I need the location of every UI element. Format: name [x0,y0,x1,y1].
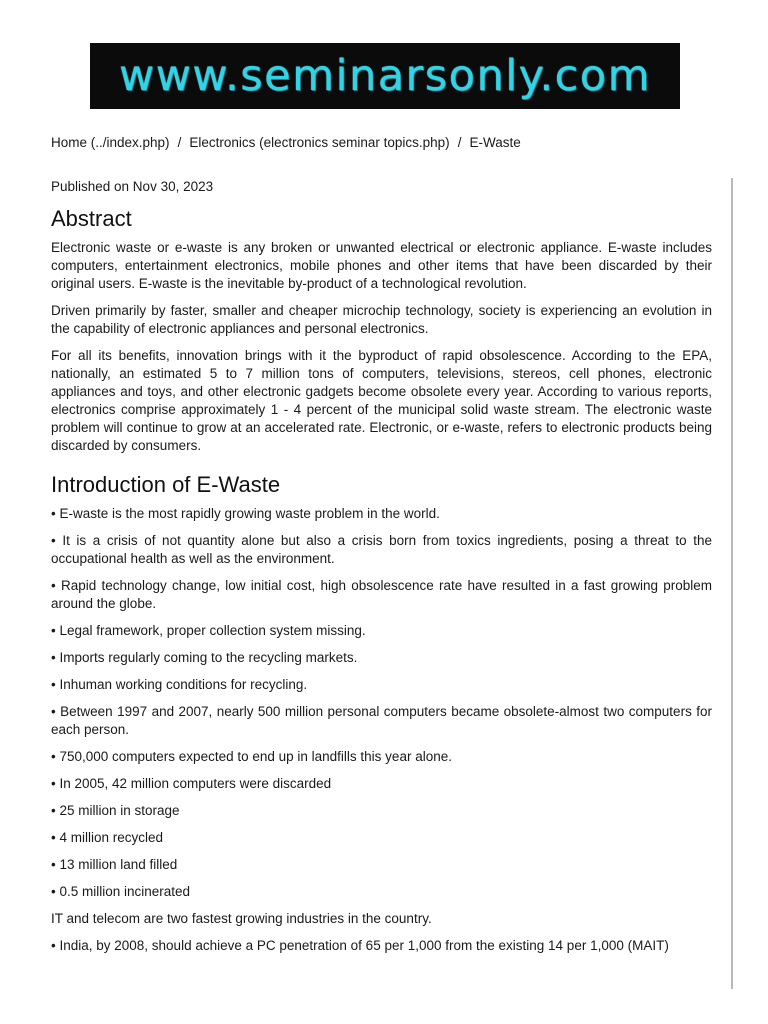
article-content [51,178,712,964]
breadcrumb-electronics-link[interactable]: Electronics (electronics seminar topics.php) [189,135,450,150]
breadcrumb-current: E-Waste [469,135,521,150]
breadcrumb-separator: / [457,135,462,150]
intro-bullet: • It is a crisis of not quantity alone but also a crisis born from toxics ingredients, posing a threat to the occupational health as well as the environment. [51,533,712,566]
intro-bullet: • India, by 2008, should achieve a PC penetration of 65 per 1,000 from the existing 14 per 1,000 (MAIT) [51,938,669,953]
intro-bullet: • In 2005, 42 million computers were discarded [51,776,332,791]
intro-bullet: • Legal framework, proper collection system missing. [51,623,366,638]
intro-bullet: • Imports regularly coming to the recycling markets. [51,650,358,665]
intro-bullet: • E-waste is the most rapidly growing waste problem in the world. [51,506,440,521]
breadcrumb-home-link[interactable]: Home (../index.php) [51,135,170,150]
intro-paragraph: IT and telecom are two fastest growing industries in the country. [51,911,432,926]
breadcrumb-separator: / [177,135,182,150]
intro-bullet: • Rapid technology change, low initial cost, high obsolescence rate have resulted in a fast growing problem around the globe. [51,578,712,611]
intro-bullet: • 750,000 computers expected to end up in landfills this year alone. [51,749,452,764]
published-date: Published on Nov 30, 2023 [51,179,214,194]
intro-bullet: • 25 million in storage [51,803,180,818]
abstract-paragraph: Electronic waste or e-waste is any broken or unwanted electrical or electronic appliance. E-waste includes computers, entertainment electronics, mobile phones and other items that have been discarded by their original users. E-waste is the inevitable by-product of a technological revolution. [51,240,712,291]
intro-bullet: • 13 million land filled [51,857,178,872]
site-logo-text: www.seminarsonly.com [119,51,651,101]
abstract-paragraph: For all its benefits, innovation brings with it the byproduct of rapid obsolescence. According to the EPA, nationally, an estimated 5 to 7 million tons of computers, televisions, stereos, cell phones, electronic appliances and toys, and other electronic gadgets become obsolete every year. According to various reports, electronics comprise approximately 1 - 4 percent of the municipal solid waste stream. The electronic waste problem will continue to grow at an accelerated rate. Electronic, or e-waste, refers to electronic products being discarded by consumers. [51,348,712,453]
content-divider [731,178,733,989]
intro-bullet: • Inhuman working conditions for recycling. [51,677,308,692]
breadcrumb [51,135,521,150]
intro-bullet: • 0.5 million incinerated [51,884,191,899]
site-logo[interactable] [90,43,680,109]
abstract-heading: Abstract [51,206,132,231]
intro-bullet: • 4 million recycled [51,830,164,845]
intro-bullet: • Between 1997 and 2007, nearly 500 million personal computers became obsolete-almost two computers for each person. [51,704,712,737]
introduction-heading: Introduction of E-Waste [51,472,281,497]
abstract-paragraph: Driven primarily by faster, smaller and cheaper microchip technology, society is experiencing an evolution in the capability of electronic appliances and personal electronics. [51,303,712,336]
